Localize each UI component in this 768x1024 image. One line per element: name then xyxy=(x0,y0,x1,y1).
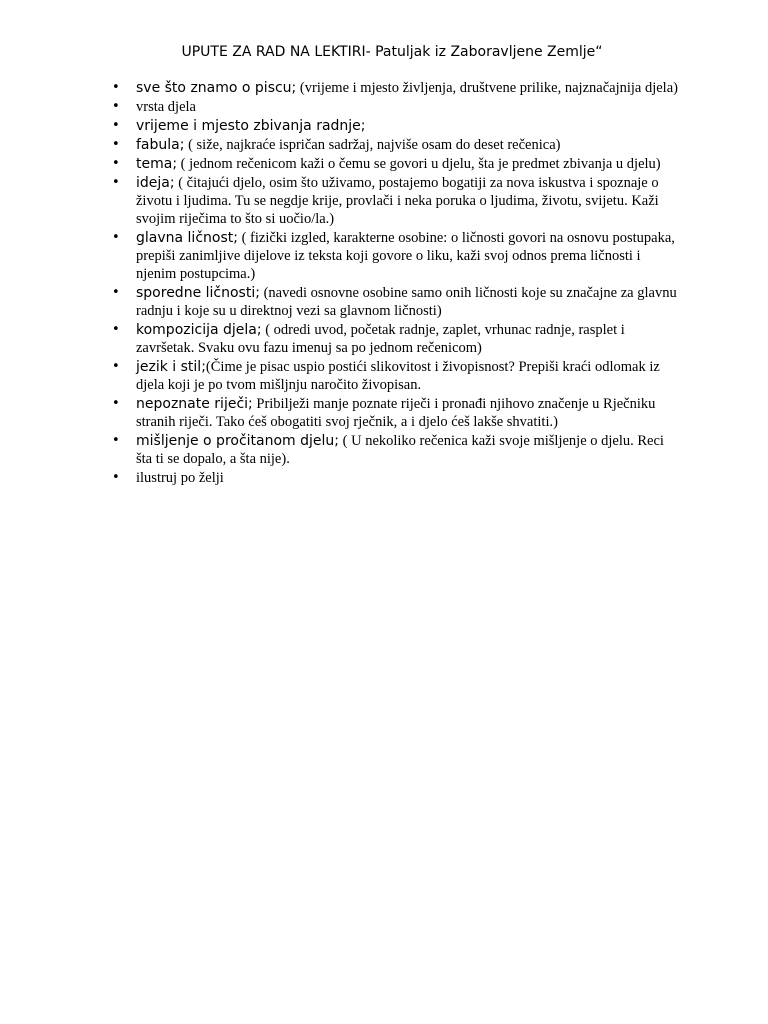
instruction-list xyxy=(108,79,678,488)
item-lead: glavna ličnost; xyxy=(136,230,238,246)
bullet-icon: • xyxy=(112,137,120,152)
bullet-icon: • xyxy=(112,396,120,411)
bullet-icon: • xyxy=(112,175,120,190)
item-lead: ideja; xyxy=(136,175,175,191)
item-lead: sporedne ličnosti; xyxy=(136,285,260,301)
item-desc: (Čime je pisac uspio postići slikovitost i živopisnost? Prepiši kraći odlomak iz djela koji je po tvom mišljnju naročito živopisan. xyxy=(136,359,660,393)
bullet-icon: • xyxy=(112,433,120,448)
item-desc: ( U nekoliko rečenica kaži svoje mišljenje o djelu. Reci šta ti se dopalo, a šta nije). xyxy=(136,433,664,467)
item-lead: fabula; xyxy=(136,137,185,153)
item-lead: vrijeme i mjesto zbivanja radnje; xyxy=(136,118,366,134)
item-desc: ( fizički izgled, karakterne osobine: o ličnosti govori na osnovu postupaka, prepiši zanimljive dijelove iz teksta koji govore o liku, kaži svoj odnos prema ličnosti i njenim postupcima.) xyxy=(136,230,675,282)
list-item xyxy=(108,79,678,97)
list-item xyxy=(108,432,678,468)
list-item xyxy=(108,469,678,487)
bullet-icon: • xyxy=(112,470,120,485)
list-item xyxy=(108,136,678,154)
bullet-icon: • xyxy=(112,359,120,374)
item-lead: jezik i stil; xyxy=(136,359,206,375)
bullet-icon: • xyxy=(112,322,120,337)
item-desc: ( siže, najkraće ispričan sadržaj, najviše osam do deset rečenica) xyxy=(184,137,561,153)
item-desc: ( jednom rečenicom kaži o čemu se govori u djelu, šta je predmet zbivanja u djelu) xyxy=(177,156,661,172)
item-desc: (navedi osnovne osobine samo onih ličnosti koje su značajne za glavnu radnju i koje su u direktnoj vezi sa glavnom ličnosti) xyxy=(136,285,677,319)
list-item xyxy=(108,284,678,320)
bullet-icon: • xyxy=(112,285,120,300)
item-lead: sve što znamo o piscu; xyxy=(136,80,297,96)
item-desc: ( čitajući djelo, osim što uživamo, postajemo bogatiji za nova iskustva i spoznaje o životu i ljudima. Tu se negdje krije, provlači i neka poruka o ljudima, životu, svijetu. Kaži svojim riječima to što si uočio/la.) xyxy=(136,175,659,227)
list-item xyxy=(108,395,678,431)
document-title: UPUTE ZA RAD NA LEKTIRI- Patuljak iz Zaboravljene Zemlje“ xyxy=(181,44,603,60)
item-lead: nepoznate riječi; xyxy=(136,396,253,412)
item-lead: mišljenje o pročitanom djelu; xyxy=(136,433,340,449)
list-item xyxy=(108,155,678,173)
item-desc: ( odredi uvod, početak radnje, zaplet, vrhunac radnje, rasplet i završetak. Svaku ovu fazu imenuj sa po jednom rečenicom) xyxy=(136,322,625,356)
bullet-icon: • xyxy=(112,118,120,133)
item-lead: kompozicija djela; xyxy=(136,322,262,338)
item-desc: ilustruj po želji xyxy=(136,470,224,486)
item-desc: (vrijeme i mjesto življenja, društvene prilike, najznačajnija djela) xyxy=(296,80,678,96)
bullet-icon: • xyxy=(112,230,120,245)
list-item xyxy=(108,117,678,135)
item-desc: vrsta djela xyxy=(136,99,196,115)
list-item xyxy=(108,229,678,283)
list-item xyxy=(108,174,678,228)
list-item xyxy=(108,321,678,357)
bullet-icon: • xyxy=(112,80,120,95)
list-item xyxy=(108,358,678,394)
list-item xyxy=(108,98,678,116)
bullet-icon: • xyxy=(112,156,120,171)
item-desc: Pribilježi manje poznate riječi i pronađi njihovo značenje u Rječniku stranih riječi. Tako ćeš obogatiti svoj rječnik, a i djelo ćeš lakše shvatiti.) xyxy=(136,396,656,430)
item-lead: tema; xyxy=(136,156,178,172)
bullet-icon: • xyxy=(112,99,120,114)
